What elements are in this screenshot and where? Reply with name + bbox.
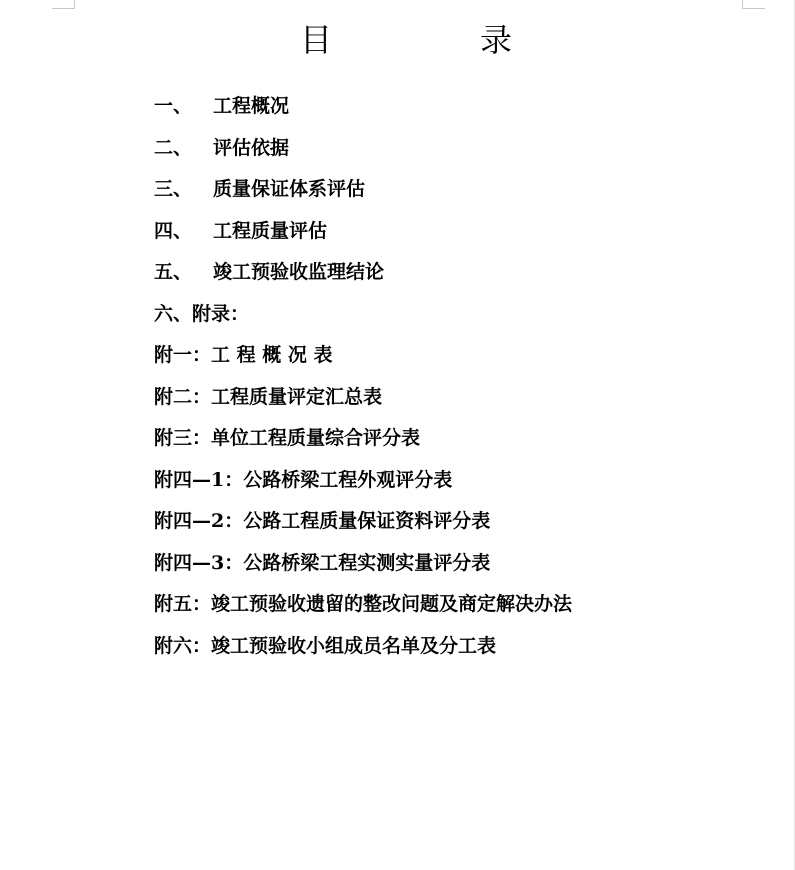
page-corner-mark-right: [742, 0, 765, 9]
page-title: [300, 18, 512, 62]
toc-item-number: 四、: [154, 219, 193, 242]
toc-item-label: 竣工预验收监理结论: [213, 261, 385, 283]
toc-appendix-item-2: [154, 377, 714, 419]
toc-appendix-heading-label: 六、附录：: [154, 302, 250, 325]
toc-appendix-number: 附五：: [154, 593, 212, 615]
toc-appendix-label: 竣工预验收小组成员名单及分工表: [211, 634, 497, 657]
toc-appendix-number: 附二：: [154, 385, 212, 408]
page-title-char-1: 目: [300, 21, 333, 59]
toc-item-number: 三、: [154, 178, 193, 200]
toc-item-3: [154, 169, 714, 211]
toc-item-label: 工程质量评估: [213, 219, 328, 242]
toc-appendix-label: 公路工程质量保证资料评分表: [243, 510, 491, 532]
toc-appendix-label: 单位工程质量综合评分表: [211, 427, 421, 449]
toc-appendix-item-3: [154, 418, 714, 460]
toc-appendix-item-6: [154, 626, 714, 668]
page-title-char-2: 录: [479, 21, 512, 59]
toc-appendix-label: 竣工预验收遗留的整改问题及商定解决办法: [211, 593, 573, 615]
toc-item-4: [154, 211, 714, 253]
toc-appendix-heading: [154, 294, 714, 336]
toc-appendix-item-4-1: [154, 460, 714, 502]
toc-item-2: [154, 128, 714, 170]
toc-appendix-number: 附四—2：: [154, 510, 244, 532]
toc-appendix-label: 工 程 概 况 表: [211, 344, 333, 366]
toc-item-label: 质量保证体系评估: [213, 178, 366, 200]
toc-item-5: [154, 252, 714, 294]
toc-appendix-item-5: [154, 584, 714, 626]
toc-item-label: 工程概况: [213, 95, 290, 117]
toc-item-number: 二、: [154, 136, 193, 159]
toc-item-number: 五、: [154, 261, 193, 283]
toc-appendix-item-4-3: [154, 543, 714, 585]
toc-appendix-item-4-2: [154, 501, 714, 543]
toc-appendix-number: 附六：: [154, 634, 212, 657]
toc-appendix-item-1: [154, 335, 714, 377]
toc-appendix-number: 附一：: [154, 344, 212, 366]
toc-appendix-label: 公路桥梁工程实测实量评分表: [243, 551, 491, 574]
toc-appendix-number: 附三：: [154, 427, 212, 449]
toc-appendix-number: 附四—1：: [154, 468, 244, 491]
toc-appendix-label: 工程质量评定汇总表: [211, 385, 383, 408]
toc-item-number: 一、: [154, 95, 193, 117]
toc-item-1: [154, 86, 714, 128]
toc-appendix-number: 附四—3：: [154, 551, 244, 574]
page-corner-mark-left: [52, 0, 75, 9]
toc-appendix-label: 公路桥梁工程外观评分表: [243, 468, 453, 491]
table-of-contents: [154, 86, 714, 667]
toc-item-label: 评估依据: [213, 136, 290, 159]
